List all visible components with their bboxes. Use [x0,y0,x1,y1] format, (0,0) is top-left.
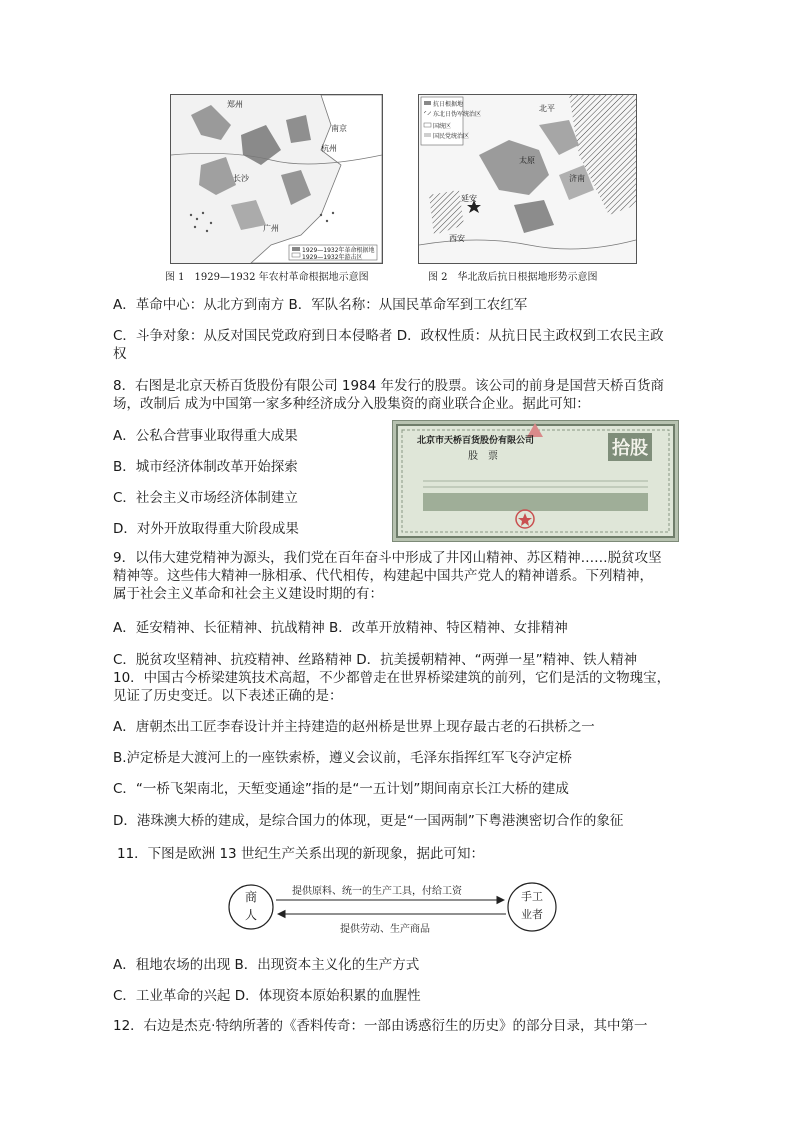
artisan-node [514,888,550,924]
q9-stem-3: 属于社会主义革命和社会主义建设时期的有： [113,586,383,602]
q11-options-cd: C．工业革命的兴起 D．体现资本原始积累的血腥性 [113,988,421,1004]
q9-options-cd: C．脱贫攻坚精神、抗疫精神、丝路精神 D．抗美援朝精神、“两弹一星”精神、铁人精神 [113,652,638,668]
fig1-label-changsha: 长沙 [233,174,249,183]
figure-1-caption: 图 1 1929—1932 年农村革命根据地示意图 [165,272,369,283]
q8-option-c: C．社会主义市场经济体制建立 [113,490,298,506]
fig2-label-xian: 西安 [449,234,465,243]
merchant-label-1: 商 [244,890,257,904]
figure-2-map [418,94,637,264]
q11-stem: 11．下图是欧洲 13 世纪生产关系出现的新现象，据此可知： [117,846,484,862]
q10-stem-2: 见证了历史变迁。以下表述正确的是： [113,688,343,704]
stock-certificate-image [392,420,679,542]
q8-stem-1: 8．右图是北京天桥百货股份有限公司 1984 年发行的股票。该公司的前身是国营天桥百货商 [113,378,665,394]
stock-subtitle: 股 票 [468,451,498,462]
q10-option-b: B.泸定桥是大渡河上的一座铁索桥，遵义会议前，毛泽东指挥红军飞夺泸定桥 [113,750,573,766]
fig2-legend-kmt: 国民党统治区 [433,133,470,140]
q10-option-a: A．唐朝杰出工匠李春设计并主持建造的赵州桥是世界上现存最古老的石拱桥之一 [113,719,595,735]
q7-options-cd-wrap: 权 [113,346,127,362]
fig2-label-taiyuan: 太原 [519,156,535,165]
figure-1-map-drawing [171,95,382,263]
fig1-label-nanjing: 南京 [331,124,347,133]
figure-1-map [170,94,383,264]
q10-stem-1: 10．中国古今桥梁建筑技术高超，不少都曾走在世界桥梁建筑的前列，它们是活的文物瑰宝， [113,670,671,686]
q10-option-c: C．“一桥飞架南北，天堑变通途”指的是“一五计划”期间南京长江大桥的建成 [113,781,569,797]
q12-stem-1: 12．右边是杰克·特纳所著的《香料传奇：一部由诱惑衍生的历史》的部分目录，其中第一 [113,1018,648,1034]
arrow-top-label: 提供原料、统一的生产工具，付给工资 [292,886,462,897]
arrow-bottom-label: 提供劳动、生产商品 [340,924,430,935]
fig2-label-jinan: 济南 [569,174,585,183]
fig1-legend-guerrilla: 1929—1932年游击区 [302,254,363,261]
fig2-label-yanan: 延安 [461,194,477,203]
stock-amount-badge: 拾股 [608,433,652,461]
merchant-node [242,888,260,924]
merchant-label-2: 人 [244,908,257,922]
fig1-label-zhengzhou: 郑州 [227,100,243,109]
q11-relation-diagram [228,876,558,938]
q7-options-ab: A．革命中心：从北方到南方 B．军队名称：从国民革命军到工农红军 [113,297,528,313]
q9-options-ab: A．延安精神、长征精神、抗战精神 B．改革开放精神、特区精神、女排精神 [113,620,568,636]
q11-options-ab: A．租地农场的出现 B．出现资本主义化的生产方式 [113,957,420,973]
artisan-label-1: 手工 [521,890,543,903]
q9-stem-2: 精神等。这些伟大精神一脉相承、代代相传，构建起中国共产党人的精神谱系。下列精神， [113,568,653,584]
q8-option-b: B．城市经济体制改革开始探索 [113,459,298,475]
q7-options-cd: C．斗争对象：从反对国民党政府到日本侵略者 D．政权性质：从抗日民主政权到工农民主政 [113,328,664,344]
figure-2-caption: 图 2 华北敌后抗日根据地形势示意图 [428,272,598,283]
q8-stem-2: 场，改制后 成为中国第一家多种经济成分入股集资的商业联合企业。据此可知： [113,396,590,412]
fig1-label-guangzhou: 广州 [263,224,279,233]
q9-stem-1: 9．以伟大建党精神为源头，我们党在百年奋斗中形成了井冈山精神、苏区精神……脱贫攻坚 [113,550,662,566]
fig2-legend-base: 抗日根据地 [433,101,464,108]
fig1-legend-base: 1929—1932年革命根据地 [302,247,375,254]
q8-option-a: A．公私合营事业取得重大成果 [113,428,298,444]
artisan-label-2: 业者 [521,908,543,921]
fig2-legend-northeast: 东北日伪军统治区 [433,111,482,118]
q10-option-d: D．港珠澳大桥的建成，是综合国力的体现，更是“一国两制”下粤港澳密切合作的象征 [113,813,624,829]
q8-option-d: D．对外开放取得重大阶段成果 [113,521,299,537]
fig2-legend-gmd: 国统区 [433,123,452,130]
fig2-label-beiping: 北平 [539,104,555,113]
fig1-label-hangzhou: 杭州 [321,144,337,153]
stock-company-name: 北京市天桥百货股份有限公司 [417,436,535,446]
